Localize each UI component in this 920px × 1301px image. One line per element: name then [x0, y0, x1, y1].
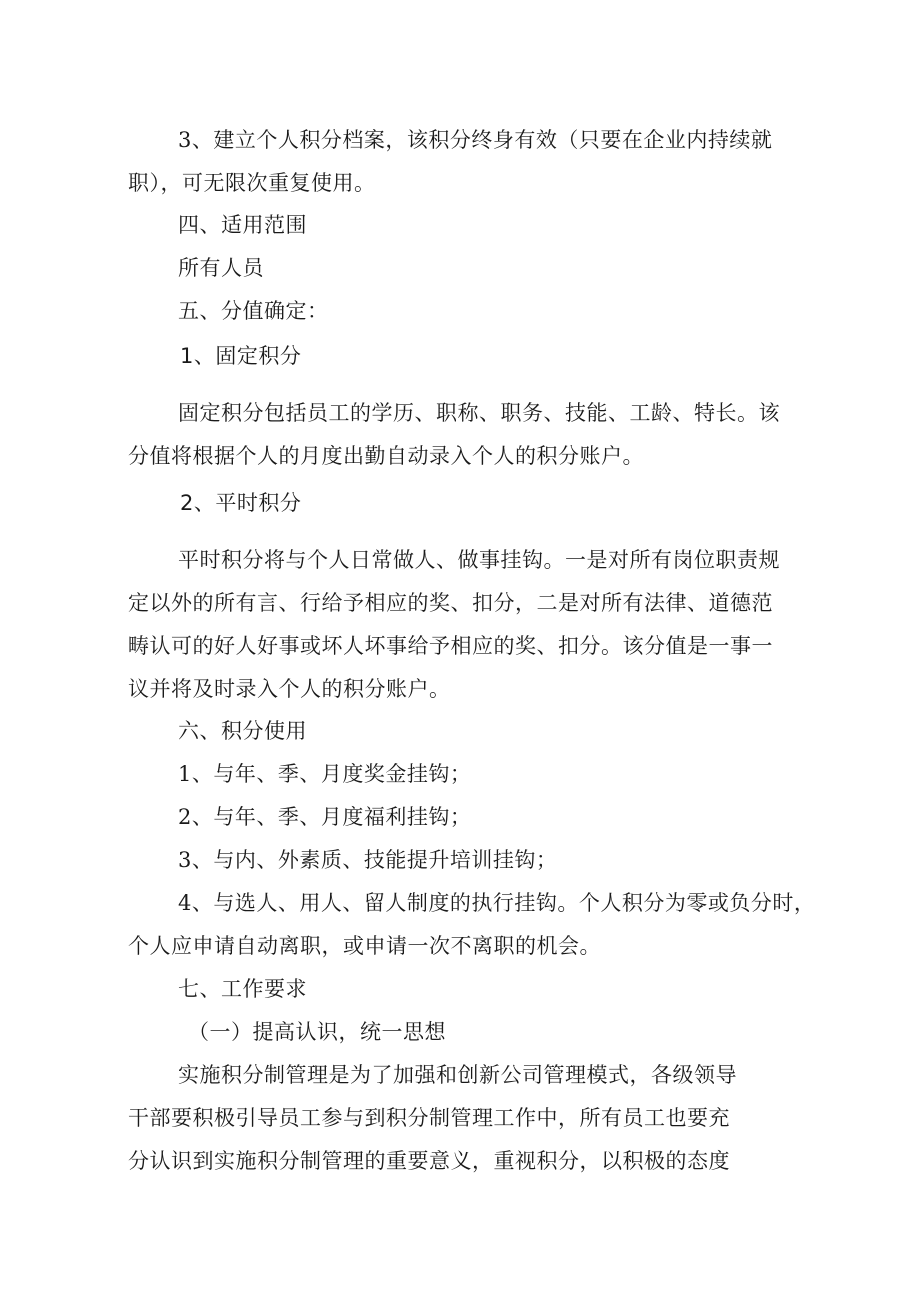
list-item: 3、与内、外素质、技能提升培训挂钩；	[178, 848, 558, 872]
subsection-title: 1、固定积分	[180, 344, 302, 368]
list-item: 2、与年、季、月度福利挂钩；	[178, 805, 472, 829]
paragraph-line: 定以外的所有言、行给予相应的奖、扣分，二是对所有法律、道德范	[128, 591, 773, 615]
list-item: 4、与选人、用人、留人制度的执行挂钩。个人积分为零或负分时，	[178, 891, 816, 915]
paragraph-line: 分认识到实施积分制管理的重要意义，重视积分，以积极的态度	[128, 1149, 730, 1173]
paragraph-line: 平时积分将与个人日常做人、做事挂钩。一是对所有岗位职责规	[178, 548, 780, 572]
paragraph-line: 职），可无限次重复使用。	[128, 171, 376, 195]
paragraph-line: 议并将及时录入个人的积分账户。	[128, 677, 451, 701]
list-item: 1、与年、季、月度奖金挂钩；	[178, 762, 472, 786]
subsection-title: （一）提高认识，统一思想	[188, 1020, 446, 1044]
section-heading: 七、工作要求	[178, 977, 307, 1001]
section-heading: 四、适用范围	[178, 213, 307, 237]
paragraph-line: 3、建立个人积分档案，该积分终身有效（只要在企业内持续就	[178, 128, 773, 152]
paragraph-line: 固定积分包括员工的学历、职称、职务、技能、工龄、特长。该	[178, 401, 780, 425]
section-heading: 五、分值确定：	[178, 299, 329, 323]
paragraph-line: 分值将根据个人的月度出勤自动录入个人的积分账户。	[128, 444, 644, 468]
paragraph-line: 实施积分制管理是为了加强和创新公司管理模式，各级领导	[178, 1063, 737, 1087]
section-heading: 六、积分使用	[178, 719, 307, 743]
paragraph-line: 个人应申请自动离职，或申请一次不离职的机会。	[128, 934, 601, 958]
paragraph-line: 畴认可的好人好事或坏人坏事给予相应的奖、扣分。该分值是一事一	[128, 634, 773, 658]
paragraph-line: 所有人员	[178, 256, 264, 280]
paragraph-line: 干部要积极引导员工参与到积分制管理工作中，所有员工也要充	[128, 1106, 730, 1130]
subsection-title: 2、平时积分	[180, 491, 302, 515]
